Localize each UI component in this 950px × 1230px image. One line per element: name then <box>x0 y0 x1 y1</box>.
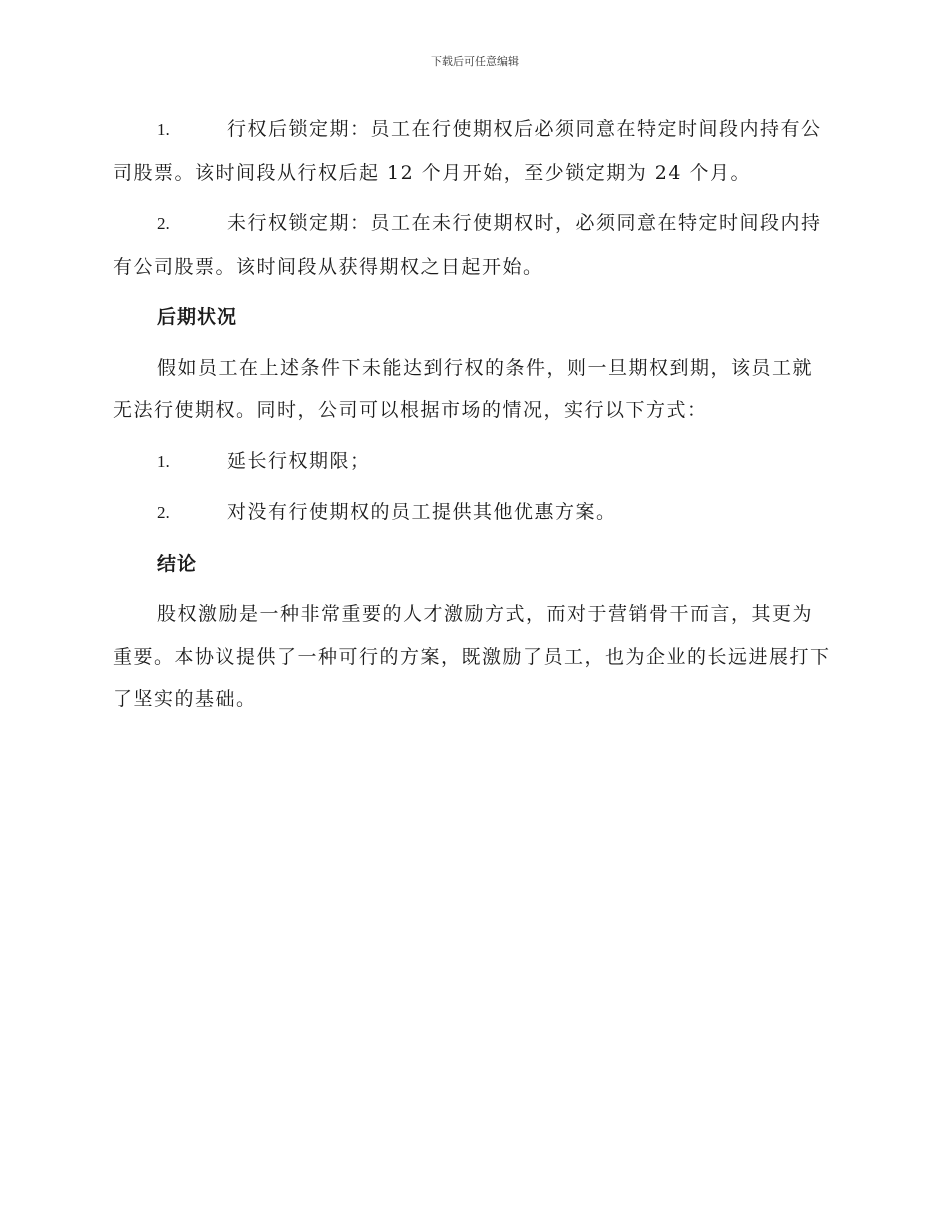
page-header: 下载后可任意编辑 <box>431 55 519 68</box>
list-number: 2. <box>157 214 170 233</box>
paragraph: 假如员工在上述条件下未能达到行权的条件，则一旦期权到期，该员工就无法行使期权。同时，公司可以根据市场的情况，实行以下方式： <box>113 356 814 421</box>
list-number: 1. <box>157 451 170 471</box>
section-heading-later: 后期状况 <box>157 306 238 328</box>
list-text: 延长行权期限； <box>227 449 371 472</box>
list-text: 行权后锁定期：员工在行使期权后必须同意在特定时间段内持有公司股票。该时间段从行权后起 12 个月开始，至少锁定期为 24 个月。 <box>113 118 822 184</box>
list-text: 对没有行使期权的员工提供其他优惠方案。 <box>227 501 617 523</box>
list-item <box>113 491 833 535</box>
list-item <box>113 440 833 484</box>
list-number: 1. <box>157 120 170 139</box>
list-item <box>113 108 833 194</box>
list-number: 2. <box>157 503 170 522</box>
list-text: 未行权锁定期：员工在未行使期权时，必须同意在特定时间段内持有公司股票。该时间段从获得期权之日起开始。 <box>113 212 822 278</box>
paragraph: 股权激励是一种非常重要的人才激励方式，而对于营销骨干而言，其更为重要。本协议提供了一种可行的方案，既激励了员工，也为企业的长远进展打下了坚实的基础。 <box>113 603 831 710</box>
section-heading-conclusion: 结论 <box>157 552 198 575</box>
list-item <box>113 202 833 288</box>
document-body <box>113 108 833 729</box>
